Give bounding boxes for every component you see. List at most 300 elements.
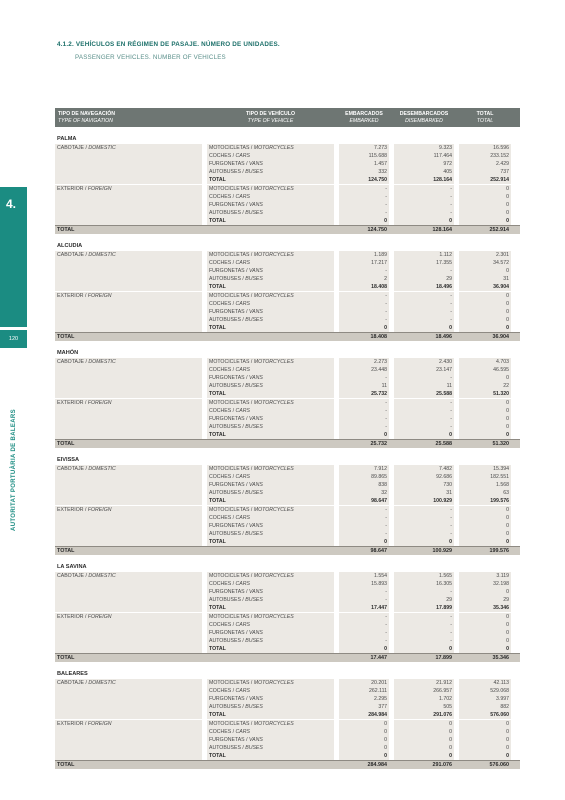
disembarked-value: 18.496 — [394, 283, 454, 291]
navigation-type: CABOTAJE / DOMESTIC — [55, 358, 202, 366]
total-value: 182.551 — [459, 473, 511, 481]
port-total-label: TOTAL — [57, 227, 75, 233]
disembarked-value: 266.957 — [394, 687, 454, 695]
disembarked-value: 21.912 — [394, 679, 454, 687]
vehicle-type: FURGONETAS / VANS — [207, 267, 334, 275]
vehicle-type: AUTOBUSES / BUSES — [207, 423, 334, 431]
embarked-value: - — [339, 316, 389, 324]
disembarked-total: 18.496 — [435, 334, 452, 340]
vehicle-type: MOTOCICLETAS / MOTORCYCLES — [207, 572, 334, 580]
embarked-value: 377 — [339, 703, 389, 711]
subtotal-label: TOTAL — [207, 217, 334, 225]
navigation-cell — [55, 473, 202, 481]
navigation-type: EXTERIOR / FOREIGN — [55, 612, 202, 621]
total-value: 0 — [459, 514, 511, 522]
port-total-row — [55, 653, 520, 662]
disembarked-value: - — [394, 316, 454, 324]
disembarked-value: 0 — [394, 719, 454, 728]
disembarked-value: - — [394, 184, 454, 193]
navigation-type: EXTERIOR / FOREIGN — [55, 505, 202, 514]
subtotal-label: TOTAL — [207, 538, 334, 546]
total-value: 31 — [459, 275, 511, 283]
navigation-cell — [55, 711, 202, 719]
embarked-value: 0 — [339, 645, 389, 653]
navigation-cell — [55, 604, 202, 612]
vehicle-type: AUTOBUSES / BUSES — [207, 489, 334, 497]
header-vehicle: TIPO DE VEHÍCULO TYPE OF VEHICLE — [246, 111, 295, 124]
total-value: 0 — [459, 324, 511, 332]
disembarked-value: 1.565 — [394, 572, 454, 580]
page-number: 120 — [0, 330, 27, 348]
vehicle-type: COCHES / CARS — [207, 407, 334, 415]
vehicle-type: COCHES / CARS — [207, 366, 334, 374]
total-value: 32.198 — [459, 580, 511, 588]
vehicle-type: COCHES / CARS — [207, 259, 334, 267]
total-value: 0 — [459, 193, 511, 201]
vehicle-type: AUTOBUSES / BUSES — [207, 209, 334, 217]
disembarked-value: 0 — [394, 324, 454, 332]
embarked-value: - — [339, 514, 389, 522]
disembarked-value: 405 — [394, 168, 454, 176]
disembarked-value: - — [394, 530, 454, 538]
embarked-value: - — [339, 398, 389, 407]
disembarked-value: - — [394, 193, 454, 201]
total-value: 882 — [459, 703, 511, 711]
disembarked-value: 16.305 — [394, 580, 454, 588]
section-title: 4.1.2. VEHÍCULOS EN RÉGIMEN DE PASAJE. NÚMERO DE UNIDADES. — [57, 41, 280, 48]
total-value: 0 — [459, 522, 511, 530]
embarked-total: 17.447 — [370, 655, 387, 661]
total-value: 29 — [459, 596, 511, 604]
embarked-value: 17.447 — [339, 604, 389, 612]
total-value: 0 — [459, 217, 511, 225]
navigation-cell — [55, 308, 202, 316]
port-name: PALMA — [57, 136, 77, 142]
navigation-cell — [55, 752, 202, 760]
total-value: 16.596 — [459, 144, 511, 152]
embarked-total: 284.984 — [367, 762, 387, 768]
embarked-value: - — [339, 530, 389, 538]
port-section — [55, 563, 520, 662]
total-value: 0 — [459, 300, 511, 308]
vehicle-type: MOTOCICLETAS / MOTORCYCLES — [207, 144, 334, 152]
navigation-type: CABOTAJE / DOMESTIC — [55, 465, 202, 473]
disembarked-value: - — [394, 209, 454, 217]
embarked-value: 115.688 — [339, 152, 389, 160]
vehicle-type: MOTOCICLETAS / MOTORCYCLES — [207, 612, 334, 621]
subtotal-label: TOTAL — [207, 176, 334, 184]
embarked-value: 25.732 — [339, 390, 389, 398]
disembarked-value: 1.112 — [394, 251, 454, 259]
disembarked-value: - — [394, 621, 454, 629]
navigation-cell — [55, 596, 202, 604]
embarked-value: - — [339, 407, 389, 415]
table-header — [55, 108, 520, 127]
navigation-cell — [55, 300, 202, 308]
disembarked-value: 128.164 — [394, 176, 454, 184]
port-name: LA SAVINA — [57, 564, 87, 570]
port-section — [55, 670, 520, 769]
header-total: TOTAL TOTAL — [476, 111, 494, 124]
vehicle-type: MOTOCICLETAS / MOTORCYCLES — [207, 679, 334, 687]
vehicle-type: MOTOCICLETAS / MOTORCYCLES — [207, 291, 334, 300]
vehicle-type: COCHES / CARS — [207, 621, 334, 629]
navigation-cell — [55, 431, 202, 439]
grand-total: 252.914 — [489, 227, 509, 233]
embarked-value: 7.273 — [339, 144, 389, 152]
disembarked-value: 0 — [394, 728, 454, 736]
total-value: 199.576 — [459, 497, 511, 505]
embarked-value: - — [339, 596, 389, 604]
total-value: 0 — [459, 637, 511, 645]
navigation-type: CABOTAJE / DOMESTIC — [55, 679, 202, 687]
disembarked-total: 17.899 — [435, 655, 452, 661]
port-rows — [55, 465, 520, 546]
total-value: 0 — [459, 415, 511, 423]
vehicle-type: MOTOCICLETAS / MOTORCYCLES — [207, 719, 334, 728]
embarked-value: 1.457 — [339, 160, 389, 168]
navigation-cell — [55, 423, 202, 431]
port-rows — [55, 358, 520, 439]
navigation-cell — [55, 522, 202, 530]
total-value: 36.904 — [459, 283, 511, 291]
disembarked-value: 1.702 — [394, 695, 454, 703]
port-rows — [55, 679, 520, 760]
navigation-cell — [55, 629, 202, 637]
embarked-value: - — [339, 505, 389, 514]
disembarked-total: 25.588 — [435, 441, 452, 447]
embarked-value: 11 — [339, 382, 389, 390]
disembarked-value: 17.355 — [394, 259, 454, 267]
embarked-value: 284.984 — [339, 711, 389, 719]
total-value: 51.320 — [459, 390, 511, 398]
disembarked-value: 29 — [394, 596, 454, 604]
port-name: MAHÓN — [57, 350, 79, 356]
navigation-cell — [55, 588, 202, 596]
embarked-value: - — [339, 621, 389, 629]
embarked-value: 838 — [339, 481, 389, 489]
disembarked-value: - — [394, 423, 454, 431]
header-navigation: TIPO DE NAVEGACIÓN TYPE OF NAVIGATION — [58, 111, 115, 124]
disembarked-value: - — [394, 308, 454, 316]
disembarked-value: - — [394, 201, 454, 209]
total-value: 0 — [459, 308, 511, 316]
port-sections — [55, 135, 520, 769]
embarked-value: 262.111 — [339, 687, 389, 695]
port-total-label: TOTAL — [57, 762, 75, 768]
embarked-value: - — [339, 637, 389, 645]
subtotal-label: TOTAL — [207, 604, 334, 612]
disembarked-value: - — [394, 629, 454, 637]
total-value: 35.346 — [459, 604, 511, 612]
subtotal-label: TOTAL — [207, 324, 334, 332]
disembarked-value: - — [394, 398, 454, 407]
subtotal-label: TOTAL — [207, 283, 334, 291]
embarked-value: 0 — [339, 744, 389, 752]
embarked-total: 124.750 — [367, 227, 387, 233]
port-total-row — [55, 439, 520, 448]
total-value: 1.568 — [459, 481, 511, 489]
embarked-value: 23.448 — [339, 366, 389, 374]
vehicle-type: COCHES / CARS — [207, 193, 334, 201]
navigation-cell — [55, 152, 202, 160]
navigation-cell — [55, 580, 202, 588]
total-value: 233.152 — [459, 152, 511, 160]
disembarked-value: - — [394, 522, 454, 530]
total-value: 0 — [459, 407, 511, 415]
header-embarked: EMBARCADOS EMBARKED — [345, 111, 383, 124]
total-value: 0 — [459, 423, 511, 431]
vehicle-type: COCHES / CARS — [207, 580, 334, 588]
vehicle-type: MOTOCICLETAS / MOTORCYCLES — [207, 465, 334, 473]
total-value: 576.060 — [459, 711, 511, 719]
embarked-value: - — [339, 612, 389, 621]
disembarked-value: 0 — [394, 645, 454, 653]
disembarked-value: 9.323 — [394, 144, 454, 152]
total-value: 0 — [459, 736, 511, 744]
embarked-value: 89.865 — [339, 473, 389, 481]
total-value: 0 — [459, 612, 511, 621]
embarked-value: - — [339, 415, 389, 423]
embarked-value: - — [339, 209, 389, 217]
port-section — [55, 135, 520, 234]
disembarked-value: 11 — [394, 382, 454, 390]
navigation-cell — [55, 744, 202, 752]
vehicle-type: FURGONETAS / VANS — [207, 629, 334, 637]
vehicle-type: FURGONETAS / VANS — [207, 481, 334, 489]
port-total-label: TOTAL — [57, 548, 75, 554]
vehicle-type: FURGONETAS / VANS — [207, 522, 334, 530]
embarked-value: 7.912 — [339, 465, 389, 473]
disembarked-value: 291.076 — [394, 711, 454, 719]
embarked-value: - — [339, 588, 389, 596]
port-rows — [55, 251, 520, 332]
port-rows — [55, 572, 520, 653]
total-value: 0 — [459, 267, 511, 275]
total-value: 0 — [459, 629, 511, 637]
vehicle-type: FURGONETAS / VANS — [207, 308, 334, 316]
port-total-row — [55, 546, 520, 555]
total-value: 63 — [459, 489, 511, 497]
navigation-cell — [55, 324, 202, 332]
disembarked-value: 100.929 — [394, 497, 454, 505]
embarked-value: 0 — [339, 217, 389, 225]
navigation-type: EXTERIOR / FOREIGN — [55, 184, 202, 193]
navigation-cell — [55, 645, 202, 653]
embarked-value: 15.893 — [339, 580, 389, 588]
embarked-value: - — [339, 184, 389, 193]
vehicle-type: AUTOBUSES / BUSES — [207, 275, 334, 283]
navigation-type: EXTERIOR / FOREIGN — [55, 291, 202, 300]
total-value: 0 — [459, 316, 511, 324]
port-section — [55, 242, 520, 341]
port-total-label: TOTAL — [57, 441, 75, 447]
total-value: 0 — [459, 374, 511, 382]
disembarked-value: - — [394, 588, 454, 596]
navigation-cell — [55, 728, 202, 736]
disembarked-value: 17.899 — [394, 604, 454, 612]
subtotal-label: TOTAL — [207, 752, 334, 760]
vehicle-type: MOTOCICLETAS / MOTORCYCLES — [207, 358, 334, 366]
port-section — [55, 456, 520, 555]
total-value: 3.997 — [459, 695, 511, 703]
disembarked-value: 0 — [394, 736, 454, 744]
port-total-row — [55, 332, 520, 341]
total-value: 0 — [459, 184, 511, 193]
embarked-value: 98.647 — [339, 497, 389, 505]
vehicle-type: COCHES / CARS — [207, 728, 334, 736]
total-value: 0 — [459, 530, 511, 538]
chapter-tab — [0, 187, 27, 327]
vehicle-type: FURGONETAS / VANS — [207, 201, 334, 209]
vehicle-type: FURGONETAS / VANS — [207, 374, 334, 382]
vehicle-type: COCHES / CARS — [207, 152, 334, 160]
total-value: 22 — [459, 382, 511, 390]
navigation-cell — [55, 201, 202, 209]
embarked-value: - — [339, 193, 389, 201]
disembarked-value: 25.588 — [394, 390, 454, 398]
navigation-cell — [55, 267, 202, 275]
embarked-value: 32 — [339, 489, 389, 497]
embarked-value: 2.273 — [339, 358, 389, 366]
navigation-type: CABOTAJE / DOMESTIC — [55, 144, 202, 152]
navigation-cell — [55, 193, 202, 201]
disembarked-value: 505 — [394, 703, 454, 711]
vehicle-type: COCHES / CARS — [207, 687, 334, 695]
navigation-cell — [55, 366, 202, 374]
navigation-cell — [55, 176, 202, 184]
total-value: 0 — [459, 645, 511, 653]
disembarked-value: 31 — [394, 489, 454, 497]
total-value: 42.113 — [459, 679, 511, 687]
total-value: 3.119 — [459, 572, 511, 580]
embarked-value: 0 — [339, 736, 389, 744]
disembarked-value: 972 — [394, 160, 454, 168]
vehicle-type: AUTOBUSES / BUSES — [207, 168, 334, 176]
embarked-value: 18.408 — [339, 283, 389, 291]
disembarked-value: - — [394, 291, 454, 300]
navigation-type: EXTERIOR / FOREIGN — [55, 398, 202, 407]
disembarked-value: - — [394, 267, 454, 275]
grand-total: 35.346 — [492, 655, 509, 661]
vehicle-type: FURGONETAS / VANS — [207, 736, 334, 744]
grand-total: 51.320 — [492, 441, 509, 447]
disembarked-value: - — [394, 415, 454, 423]
port-total-row — [55, 760, 520, 769]
embarked-value: 0 — [339, 719, 389, 728]
total-value: 2.429 — [459, 160, 511, 168]
total-value: 2.301 — [459, 251, 511, 259]
total-value: 0 — [459, 728, 511, 736]
navigation-cell — [55, 621, 202, 629]
embarked-total: 98.647 — [370, 548, 387, 554]
navigation-cell — [55, 382, 202, 390]
total-value: 0 — [459, 719, 511, 728]
total-value: 0 — [459, 744, 511, 752]
navigation-cell — [55, 530, 202, 538]
vehicle-type: COCHES / CARS — [207, 473, 334, 481]
disembarked-value: 0 — [394, 752, 454, 760]
port-total-label: TOTAL — [57, 334, 75, 340]
vehicle-type: FURGONETAS / VANS — [207, 415, 334, 423]
embarked-total: 18.408 — [370, 334, 387, 340]
grand-total: 576.060 — [489, 762, 509, 768]
subtotal-label: TOTAL — [207, 431, 334, 439]
total-value: 4.703 — [459, 358, 511, 366]
navigation-cell — [55, 316, 202, 324]
embarked-value: 124.750 — [339, 176, 389, 184]
chapter-number: 4. — [6, 197, 17, 211]
embarked-value: 2 — [339, 275, 389, 283]
vehicle-type: AUTOBUSES / BUSES — [207, 744, 334, 752]
vehicle-type: FURGONETAS / VANS — [207, 160, 334, 168]
embarked-value: 1.554 — [339, 572, 389, 580]
vehicle-type: COCHES / CARS — [207, 300, 334, 308]
navigation-cell — [55, 489, 202, 497]
navigation-cell — [55, 514, 202, 522]
disembarked-value: 92.686 — [394, 473, 454, 481]
embarked-value: - — [339, 291, 389, 300]
embarked-value: - — [339, 629, 389, 637]
disembarked-total: 100.929 — [432, 548, 452, 554]
total-value: 0 — [459, 621, 511, 629]
embarked-value: - — [339, 300, 389, 308]
total-value: 0 — [459, 538, 511, 546]
subtotal-label: TOTAL — [207, 390, 334, 398]
port-section — [55, 349, 520, 448]
total-value: 0 — [459, 291, 511, 300]
disembarked-value: 2.430 — [394, 358, 454, 366]
vehicle-type: AUTOBUSES / BUSES — [207, 637, 334, 645]
disembarked-value: - — [394, 505, 454, 514]
disembarked-value: 0 — [394, 431, 454, 439]
port-total-label: TOTAL — [57, 655, 75, 661]
subtotal-label: TOTAL — [207, 645, 334, 653]
navigation-cell — [55, 637, 202, 645]
section-subtitle: PASSENGER VEHICLES. NUMBER OF VEHICLES — [75, 54, 226, 61]
navigation-cell — [55, 259, 202, 267]
vehicle-type: FURGONETAS / VANS — [207, 588, 334, 596]
total-value: 0 — [459, 398, 511, 407]
disembarked-value: 117.464 — [394, 152, 454, 160]
disembarked-total: 291.076 — [432, 762, 452, 768]
navigation-cell — [55, 217, 202, 225]
navigation-cell — [55, 538, 202, 546]
side-label-text: AUTORITAT PORTUÀRIA DE BALEARS — [11, 409, 17, 531]
disembarked-value: 0 — [394, 744, 454, 752]
vehicle-type: AUTOBUSES / BUSES — [207, 530, 334, 538]
disembarked-value: 730 — [394, 481, 454, 489]
disembarked-value: - — [394, 407, 454, 415]
navigation-cell — [55, 275, 202, 283]
disembarked-value: - — [394, 612, 454, 621]
total-value: 0 — [459, 505, 511, 514]
navigation-cell — [55, 497, 202, 505]
navigation-cell — [55, 374, 202, 382]
subtotal-label: TOTAL — [207, 711, 334, 719]
total-value: 46.595 — [459, 366, 511, 374]
navigation-cell — [55, 481, 202, 489]
total-value: 34.572 — [459, 259, 511, 267]
grand-total: 36.904 — [492, 334, 509, 340]
disembarked-value: - — [394, 300, 454, 308]
total-value: 252.914 — [459, 176, 511, 184]
port-name: ALCUDIA — [57, 243, 83, 249]
navigation-cell — [55, 283, 202, 291]
header-disembarked: DESEMBARCADOS DISEMBARKED — [399, 111, 449, 124]
port-name: BALEARES — [57, 671, 88, 677]
embarked-value: 20.201 — [339, 679, 389, 687]
